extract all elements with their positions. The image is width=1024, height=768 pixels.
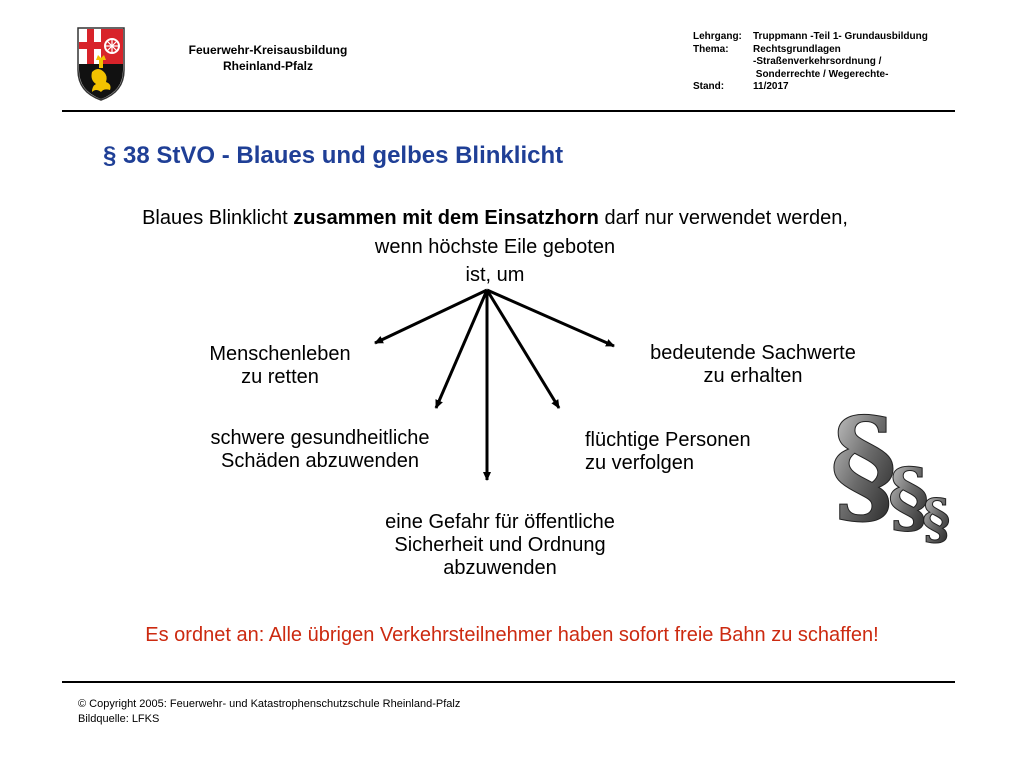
organization-line2: Rheinland-Pfalz bbox=[222, 59, 313, 73]
intro-text-pre: Blaues Blinklicht bbox=[142, 207, 294, 229]
intro-line2: wenn höchste Eile geboten bbox=[374, 236, 616, 258]
svg-text:§: § bbox=[830, 398, 897, 541]
purpose-menschenleben bbox=[195, 343, 365, 389]
meta-value: 11/2017 bbox=[753, 81, 789, 92]
purpose-fluechtige bbox=[585, 429, 751, 475]
arrow-to-fluechtige bbox=[487, 290, 559, 408]
footer-divider bbox=[62, 681, 955, 683]
meta-value: -Straßenverkehrsordnung / bbox=[753, 56, 882, 67]
meta-value: Sonderrechte / Wegerechte- bbox=[753, 68, 889, 80]
purpose-line: eine Gefahr für öffentliche bbox=[385, 511, 615, 533]
purpose-line: zu retten bbox=[241, 366, 319, 388]
svg-text:§: § bbox=[922, 487, 951, 548]
purpose-sachwerte bbox=[628, 342, 878, 388]
purpose-gesundheit bbox=[190, 427, 450, 473]
intro-text-bold: zusammen mit dem Einsatzhorn bbox=[293, 207, 599, 229]
arrow-to-sachwerte bbox=[487, 290, 614, 346]
meta-label: Lehrgang: bbox=[693, 31, 742, 42]
purpose-gefahr bbox=[355, 511, 645, 580]
organization-line1: Feuerwehr-Kreisausbildung bbox=[188, 43, 348, 57]
purpose-line: Schäden abzuwenden bbox=[221, 450, 419, 472]
instruction-note: Es ordnet an: Alle übrigen Verkehrsteilnehmer haben sofort freie Bahn zu schaffen! bbox=[145, 624, 879, 646]
intro-text-post: darf nur verwendet werden, bbox=[598, 207, 848, 229]
arrow-to-menschenleben bbox=[375, 290, 487, 343]
purpose-line: bedeutende Sachwerte bbox=[650, 342, 856, 364]
purpose-line: zu erhalten bbox=[703, 365, 803, 387]
svg-text:§: § bbox=[888, 452, 929, 543]
meta-value: Truppmann -Teil 1- Grundausbildung bbox=[753, 31, 928, 42]
image-source-text: Bildquelle: LFKS bbox=[78, 713, 160, 725]
purpose-line: schwere gesundheitliche bbox=[210, 427, 430, 449]
slide-title: § 38 StVO - Blaues und gelbes Blinklicht bbox=[103, 142, 564, 169]
paragraph-symbols-icon bbox=[826, 398, 966, 548]
purpose-line: abzuwenden bbox=[443, 557, 557, 579]
intro-line3: ist, um bbox=[465, 264, 525, 286]
footer bbox=[78, 697, 460, 727]
purpose-line: Menschenleben bbox=[209, 343, 351, 365]
copyright-text: © Copyright 2005: Feuerwehr- und Katastrophenschutzschule Rheinland-Pfalz bbox=[78, 698, 461, 710]
purpose-line: Sicherheit und Ordnung bbox=[394, 534, 606, 556]
arrow-to-gesundheit bbox=[436, 290, 487, 408]
meta-value: Rechtsgrundlagen bbox=[753, 43, 841, 55]
meta-label: Stand: bbox=[693, 81, 725, 92]
purpose-line: zu verfolgen bbox=[585, 452, 694, 474]
purpose-line: flüchtige Personen bbox=[585, 429, 751, 451]
meta-label: Thema: bbox=[693, 43, 729, 55]
